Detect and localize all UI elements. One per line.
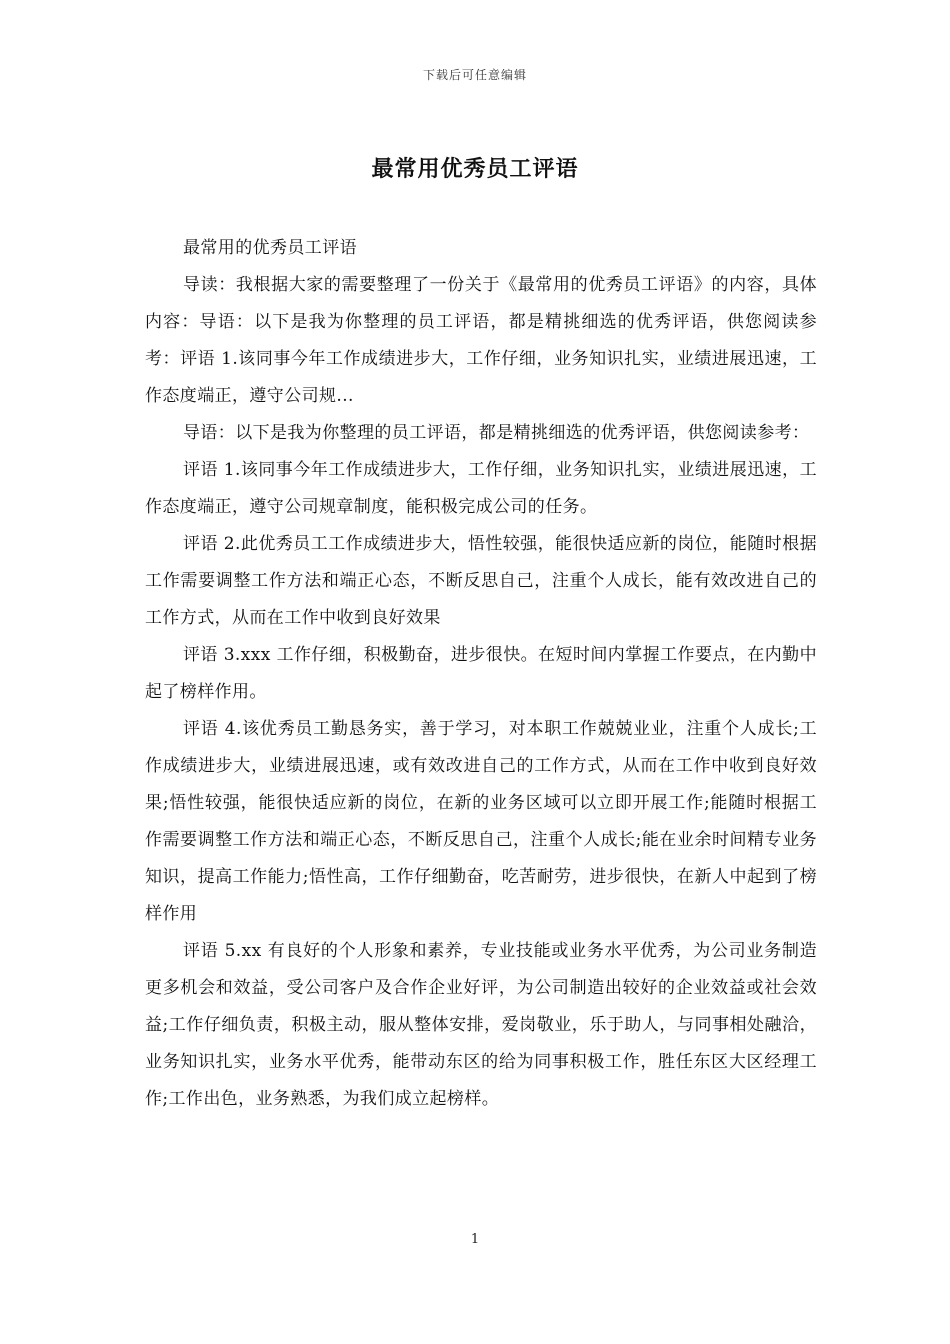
paragraph-comment-1: 评语 1.该同事今年工作成绩进步大，工作仔细，业务知识扎实，业绩进展迅速，工作态度端正，遵守公司规章制度，能积极完成公司的任务。: [145, 460, 817, 517]
document-body: [145, 230, 817, 1118]
paragraph-comment-3: 评语 3.xxx 工作仔细，积极勤奋，进步很快。在短时间内掌握工作要点，在内勤中起了榜样作用。: [145, 645, 817, 702]
paragraph-comment-4: 评语 4.该优秀员工勤恳务实，善于学习，对本职工作兢兢业业，注重个人成长;工作成绩进步大，业绩进展迅速，或有效改进自己的工作方式，从而在工作中收到良好效果;悟性较强，能很快适应新的岗位，在新的业务区域可以立即开展工作;能随时根据工作需要调整工作方法和端正心态，不断反思自己，注重个人成长;能在业余时间精专业务知识，提高工作能力;悟性高，工作仔细勤奋，吃苦耐劳，进步很快，在新人中起到了榜样作用: [145, 719, 817, 924]
page-number: 1: [470, 1232, 480, 1247]
header-note: 下载后可任意编辑: [422, 68, 527, 82]
paragraph-lead: 导语：以下是我为你整理的员工评语，都是精挑细选的优秀评语，供您阅读参考：: [183, 423, 810, 443]
paragraph-subtitle: 最常用的优秀员工评语: [183, 238, 357, 258]
paragraph-comment-2: 评语 2.此优秀员工工作成绩进步大，悟性较强，能很快适应新的岗位，能随时根据工作需要调整工作方法和端正心态，不断反思自己，注重个人成长，能有效改进自己的工作方式，从而在工作中收到良好效果: [145, 534, 817, 628]
paragraph-comment-5: 评语 5.xx 有良好的个人形象和素养，专业技能或业务水平优秀，为公司业务制造更多机会和效益，受公司客户及合作企业好评，为公司制造出较好的企业效益或社会效益;工作仔细负责，积极主动，服从整体安排，爱岗敬业，乐于助人，与同事相处融洽，业务知识扎实，业务水平优秀，能带动东区的给为同事积极工作，胜任东区大区经理工作;工作出色，业务熟悉，为我们成立起榜样。: [145, 941, 817, 1109]
paragraph-intro: 导读：我根据大家的需要整理了一份关于《最常用的优秀员工评语》的内容，具体内容：导语：以下是我为你整理的员工评语，都是精挑细选的优秀评语，供您阅读参考：评语 1.该同事今年工作成绩进步大，工作仔细，业务知识扎实，业绩进展迅速，工作态度端正，遵守公司规...: [145, 275, 817, 406]
document-title: 最常用优秀员工评语: [371, 156, 579, 182]
